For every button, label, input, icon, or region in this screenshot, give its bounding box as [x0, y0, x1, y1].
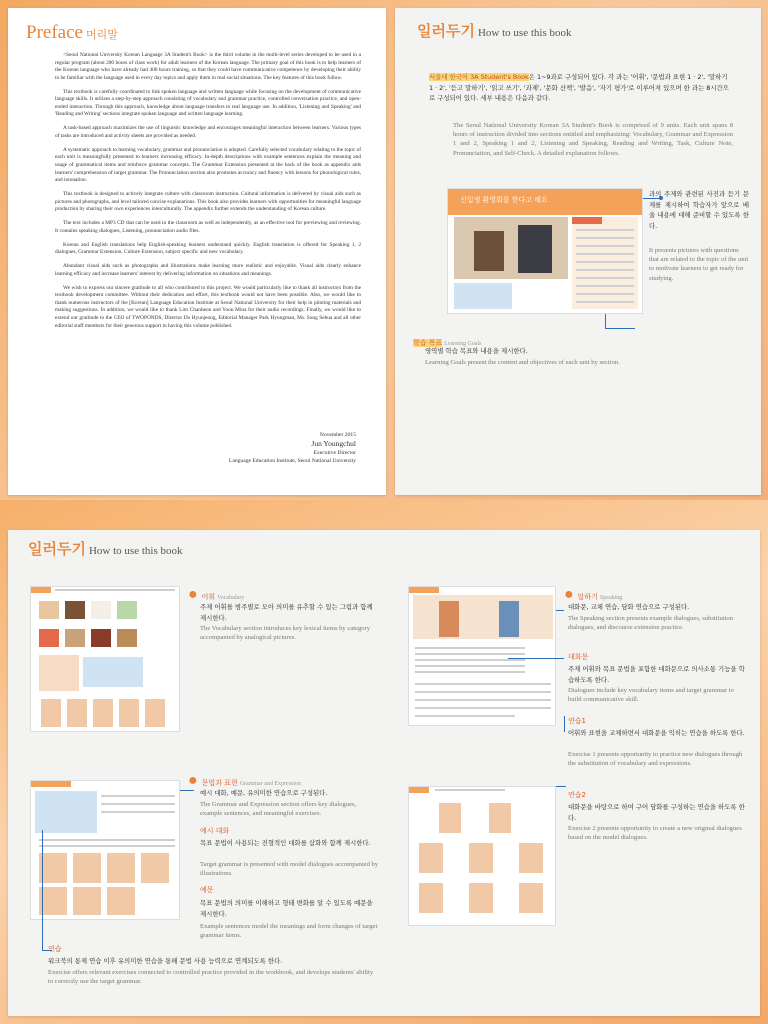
dialogue-label: 대화문 [568, 653, 589, 661]
preface-title-en: Preface [26, 22, 83, 43]
callout-line [42, 830, 43, 950]
learning-goal-label-en: Learning Goals [444, 341, 482, 347]
grammar-ko: 예시 대화, 예문, 유의미한 연습으로 구성된다. [200, 789, 328, 797]
signer-role: Executive Director [313, 450, 356, 456]
dialogue-ko: 주제 어휘와 목표 문법을 포함한 대화문으로 의사소통 기능을 학습하도록 한다. [568, 665, 745, 684]
example-sentence-label: 예문 [200, 886, 214, 894]
unit-opener-thumbnail [447, 188, 643, 314]
howto-intro-ko [429, 72, 729, 104]
howto2-title-en: How to use this book [88, 545, 183, 557]
vocab-en: The Vocabulary section introduces key lexical items by category accompanied by analogical pictures. [200, 625, 371, 642]
learning-goal-label: 학습 목표 [413, 339, 443, 347]
preface-paragraph: This textbook is designed to actively integrate culture with classroom instruction. Cultural information is delivered by visual aids such as pictures and photographs, and level tailored concise explanations. This book also provides learners with opportunities for meaningful language production by sharing their own experiences interculturally. The appendix further extends the understanding of Korean culture. [55, 191, 361, 213]
opener-side-ko: 과의 주제와 관련된 사진과 듣기 문제를 제시하여 학습자가 앞으로 배울 내용에 대해 준비할 수 있도록 한다. [649, 190, 749, 230]
howto2-title-ko: 일러두기 [28, 540, 86, 558]
preface-paragraph: A systematic approach to learning vocabulary, grammar and pronunciation is adopted. Carefully selected vocabulary relating to the topic of each unit is meaningfully presented to learners increasing efficacy. In-depth descriptions with example sentences explain the meaning and usage of grammatical items and reinforce grammar concepts. The Grammar Extension presented at the back of the book as appendix aids learners' comprehension of target grammar. The Pronunciation section also promotes accuracy and fluency with lessons for phonological rules, and intonation. [55, 146, 361, 184]
vocab-label: 어휘 [201, 593, 216, 601]
grammar-thumbnail [30, 780, 180, 920]
intro-text-ko: 은 1~9과로 구성되어 있다. 각 과는 '어휘', '문법과 표현 1 · 2', '말하기 1 · 2', '듣고 말하기', '읽고 쓰기', '과제', '문화 산책', '발음', '자기 평가'로 이루어져 있으며 한 과는 8시간으로 구성되어 있다. 세부 내용은 다음과 같다. [429, 73, 729, 102]
exercise1-en: Exercise 1 presents opportunity to practice new dialogues through the substitution of vocabulary and expressions. [568, 751, 743, 768]
signature-block [229, 431, 356, 465]
example-sentence-en: Example sentences model the meanings and form changes of target grammar items. [200, 923, 378, 940]
speaking-exercise-thumbnail [408, 786, 556, 926]
howto-page-1 [395, 8, 761, 495]
dialogue-en: Dialogues include key vocabulary items and target grammar to build communicative skill. [568, 687, 734, 704]
callout-line [508, 658, 564, 659]
signer-name: Jun Youngchul [311, 439, 356, 448]
callout-line [180, 790, 194, 791]
vocab-thumbnail [30, 586, 180, 732]
vocab-label-en: Vocabulary [217, 595, 245, 601]
bullet-icon: ● [188, 586, 198, 603]
callout-line [564, 716, 565, 732]
preface-paragraph: We wish to express our sincere gratitude to all who contributed to this project. We would particularly like to thank all instructors from the textbook development committee. Without their dedication and effort, this textbook would not have been possible. Also, we would like to thank numerous instructors of the [Korean] Language Education Institute at Seoul National University for their help in piloting materials and making suggestions. In addition, we would like to thank Lim Chanheon and Yoon Mina for their audio recordings. Finally, we would like to extend our gratitude to the CEO of TWOPONDS, Director Do Hyunjeong, Editorial Manager Park Hyungman, Ms. Song Sehua and all other editorial staff members for their generous support in having this volume published. [55, 284, 361, 329]
preface-title-ko: 머리말 [85, 28, 118, 41]
bullet-icon: ● [564, 586, 574, 603]
grammar-label-en: Grammar and Expression [239, 781, 302, 787]
example-dialogue-en: Target grammar is presented with model dialogues accompanied by illustrations. [200, 861, 379, 878]
signer-org: Language Education Institute, Seoul National University [228, 458, 356, 464]
howto-title-en: How to use this book [477, 27, 572, 39]
howto-title [417, 20, 571, 41]
learning-goal-ko: 영역별 학습 목표와 내용을 제시한다. [425, 347, 528, 355]
practice-label: 연습 [48, 945, 62, 953]
preface-paragraph: A task-based approach maximizes the use of linguistic knowledge and encourages meaningful interaction between learners. Various types of tasks are introduced and activity sheets are provided as needed. [55, 125, 361, 139]
bullet-icon: ● [188, 772, 198, 789]
exercise2-ko: 대화문을 바탕으로 하여 구어 담화를 구성하는 연습을 하도록 한다. [568, 803, 745, 822]
preface-paragraph: Abundant visual aids such as photographs and illustrations make learning more realistic and enjoyable. Visual aids clearly enhance learning efficacy and increase learners' interest by delivering information on situations and meanings. [55, 263, 361, 277]
speaking-label-en: Speaking [599, 595, 623, 601]
howto-title-ko: 일러두기 [417, 22, 475, 40]
exercise2-en: Exercise 2 presents opportunity to create a new original dialogues based on the model dialogues. [568, 825, 742, 842]
callout-line [556, 786, 566, 787]
howto-intro-en: The Seoul National University Korean 3A Student's Book is comprised of 9 units. Each unit spans 8 hours of instruction divided into sections entitled and emphasizing: Vocabulary, Grammar and Expression 1 and 2, Speaking 1 and 2, Listening and Speaking, Reading and Writing, Task, Culture Note, Pronunciation, and Self-Check. A detailed explanation follows. [453, 122, 733, 157]
opener-side-en: It presents pictures with questions that are related to the topic of the unit to motivate learners to get ready for studying. [649, 247, 749, 282]
preface-date: November 2015 [319, 432, 356, 438]
example-dialogue-ko: 목표 문법이 사용되는 전형적인 대화를 삽화와 함께 제시한다. [200, 839, 371, 847]
preface-paragraph: This textbook is carefully coordinated to link spoken language and written language while focusing on the development of communicative language skills. It utilizes a step-by-step approach consisting of vocabulary and grammar practice, controlled conversation practice, and open-ended interaction. Through this approach, knowledge about language transfers to real language use. In addition, 'Listening and Speaking' and 'Reading and Writing' sections integrate spoken language and written language learning. [55, 88, 361, 118]
practice-ko: 워크북의 통제 연습 이후 유의미한 연습을 통해 문법 사용 능력으로 연계되도록 한다. [48, 957, 283, 965]
exercise2-label: 연습2 [568, 791, 586, 799]
howto2-title [28, 538, 182, 559]
callout-line [556, 610, 564, 611]
callout-line [605, 314, 606, 328]
exercise1-ko: 어휘와 표현을 교체하면서 대화문을 익히는 연습을 하도록 한다. [568, 729, 745, 737]
preface-page [8, 8, 386, 495]
example-dialogue-label: 예시 대화 [200, 827, 230, 835]
speaking-thumbnail [408, 586, 556, 726]
preface-paragraph: <Seoul National University Korean Language 3A Student's Book> is the third volume in the multi-level series developed to be used in a regular program (about 200 hours of class work) for adult learners of the Korean language. The primary goal of this book is to help learners of the Korean language who have already had 400 hours training, so that they could have communicative competence by developing their ability to be familiar with the language used in every day topics and apply them in real social situations. The key features of this book follow. [55, 52, 361, 81]
preface-paragraph: Korean and English translations help English-speaking learners understand quickly. English translation is offered for Speaking 1, 2 dialogues, Grammar Extension, Culture Extension, subject specific and new vocabulary. [55, 241, 361, 256]
learning-goal-en: Learning Goals present the content and objectives of each unit by section. [425, 359, 620, 366]
example-sentence-ko: 목표 문법의 의미를 이해하고 형태 변화를 알 수 있도록 예문을 제시한다. [200, 899, 373, 918]
preface-paragraph: The text includes a MP3 CD that can be used in the classroom as well as independently, as an effective tool for previewing and reviewing. It contains speaking dialogues, Listening, pronunciation audio files. [55, 220, 361, 234]
speaking-en: The Speaking section presents example dialogues, substitution dialogues, and discourse extension practice. [568, 615, 733, 632]
exercise1-label: 연습1 [568, 717, 586, 725]
preface-body [55, 52, 361, 336]
thumbnail-title: 신입생 환영회를 한다고 해요 [460, 196, 548, 204]
speaking-ko: 대화문, 교체 연습, 담화 연습으로 구성된다. [568, 603, 690, 611]
vocab-ko: 주제 어휘를 범주별로 모아 의미를 유추할 수 있는 그림과 함께 제시한다. [200, 603, 373, 622]
speaking-label: 말하기 [577, 593, 598, 601]
preface-title [26, 22, 118, 44]
grammar-label: 문법과 표현 [201, 779, 238, 787]
practice-en: Exercise offers relevant exercises connected to controlled practice provided in the workbook, and develops students' ability to correctly use the target grammar. [48, 969, 374, 986]
intro-highlight: 서울대 한국어 3A Student's Book [429, 73, 529, 81]
grammar-en: The Grammar and Expression section offers key dialogues, example sentences, and meaningful exercises. [200, 801, 357, 818]
howto-page-2 [8, 530, 760, 1016]
callout-line [605, 328, 635, 329]
